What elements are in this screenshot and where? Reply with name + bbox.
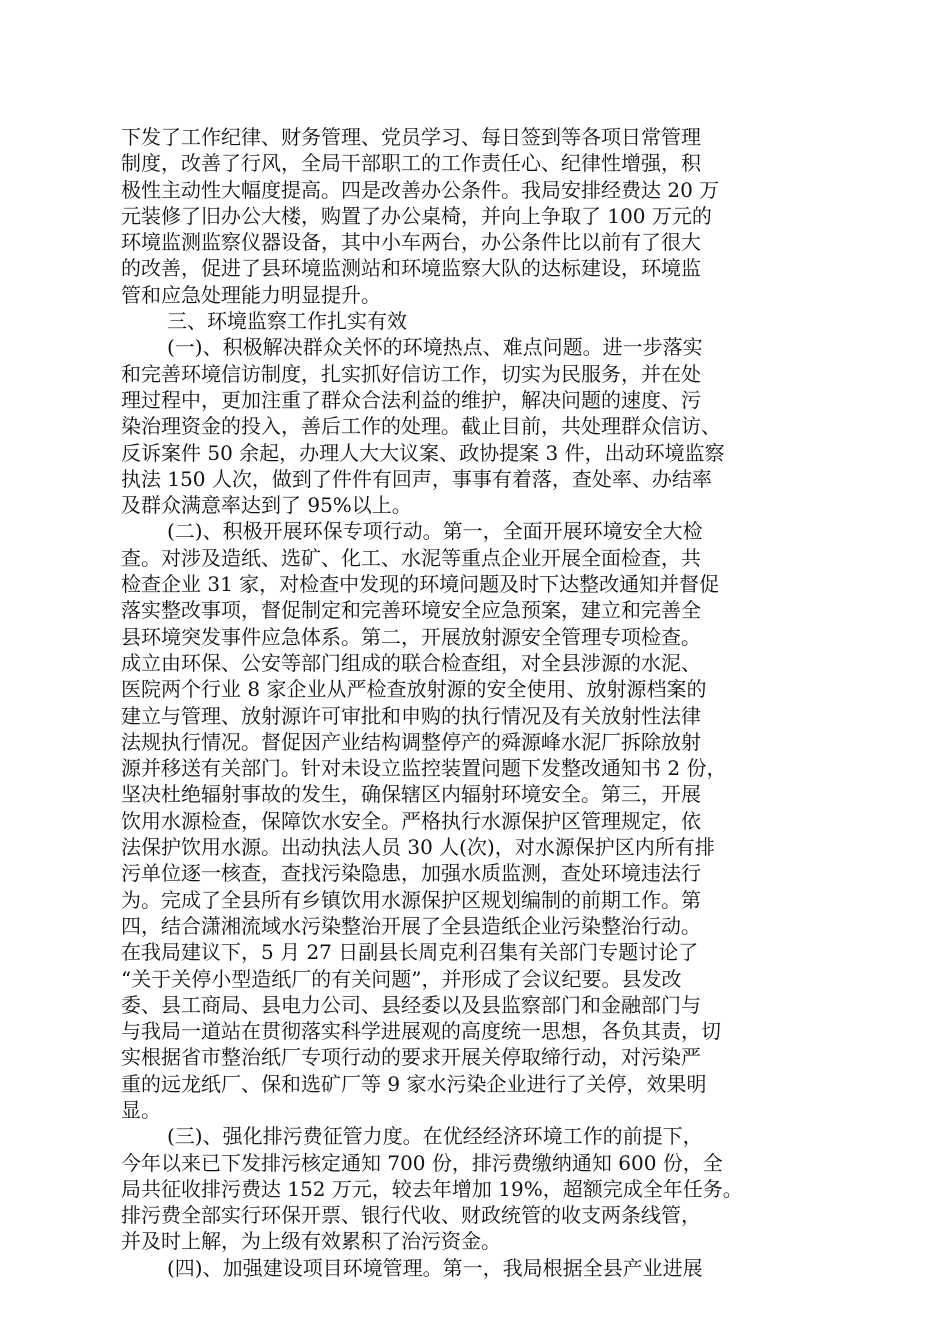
paragraph-first-line: 三、环境监察工作扎实有效 [167,309,407,334]
text-line: 环境监测监察仪器设备，其中小车两台，办公条件比以前有了很大 [121,230,701,255]
paragraph-first-line: (三)、强化排污费征管力度。在优经经济环境工作的前提下， [167,1124,703,1149]
text-line: 县环境突发事件应急体系。第二，开展放射源安全管理专项检查。 [121,624,701,649]
text-line: 坚决杜绝辐射事故的发生，确保辖区内辐射环境安全。第三，开展 [121,782,701,807]
text-line: 显。 [121,1097,161,1122]
text-line: 源并移送有关部门。针对未设立监控装置问题下发整改通知书 2 份， [121,756,727,781]
text-line: 元装修了旧办公大楼，购置了办公桌椅，并向上争取了 100 万元的 [121,203,712,228]
text-line: 的改善，促进了县环境监测站和环境监察大队的达标建设，环境监 [121,256,701,281]
text-line: 建立与管理、放射源许可审批和申购的执行情况及有关放射性法律 [121,703,701,728]
text-line: 医院两个行业 8 家企业从严检查放射源的安全使用、放射源档案的 [121,677,707,702]
text-line: 查。对涉及造纸、选矿、化工、水泥等重点企业开展全面检查，共 [121,545,701,570]
text-line: 在我局建议下，5 月 27 日副县长周克利召集有关部门专题讨论了 [121,940,699,965]
text-line: 法保护饮用水源。出动执法人员 30 人(次)，对水源保护区内所有排 [121,835,715,860]
text-line: 局共征收排污费达 152 万元，较去年增加 19%，超额完成全年任务。 [121,1176,743,1201]
text-line: 污单位逐一核查，查找污染隐患，加强水质监测，查处环境违法行 [121,861,701,886]
text-line: 为。完成了全县所有乡镇饮用水源保护区规划编制的前期工作。第 [121,887,701,912]
text-line: 下发了工作纪律、财务管理、党员学习、每日签到等各项日常管理 [121,125,701,149]
text-line: 排污费全部实行环保开票、银行代收、财政统管的收支两条线管， [121,1203,701,1228]
text-line: 饮用水源检查，保障饮水安全。严格执行水源保护区管理规定，依 [121,808,701,833]
text-line: 落实整改事项，督促制定和完善环境安全应急预案，建立和完善全 [121,598,701,623]
text-line: 理过程中，更加注重了群众合法利益的维护，解决问题的速度、污 [121,387,701,412]
text-line: 四，结合潇湘流域水污染整治开展了全县造纸企业污染整治行动。 [121,913,701,938]
text-line: 与我局一道站在贯彻落实科学进展观的高度统一思想，各负其责，切 [121,1019,721,1044]
text-line: 及群众满意率达到了 95%以上。 [121,493,412,518]
text-line: 管和应急处理能力明显提升。 [121,282,381,307]
paragraph-first-line: (一)、积极解决群众关怀的环境热点、难点问题。进一步落实 [167,335,703,360]
text-line: 委、县工商局、县电力公司、县经委以及县监察部门和金融部门与 [121,992,701,1017]
text-line: 反诉案件 50 余起，办理人大大议案、政协提案 3 件，出动环境监察 [121,440,725,465]
text-line: 极性主动性大幅度提高。四是改善办公条件。我局安排经费达 20 万 [121,177,720,202]
text-line: 并及时上解，为上级有效累积了治污资金。 [121,1229,501,1254]
paragraph-first-line: (四)、加强建设项目环境管理。第一，我局根据全县产业进展 [167,1255,703,1280]
text-line: 今年以来已下发排污核定通知 700 份，排污费缴纳通知 600 份，全 [121,1150,723,1175]
text-line: 染治理资金的投入，善后工作的处理。截止目前，共处理群众信访、 [121,414,721,439]
text-line: 成立由环保、公安等部门组成的联合检查组，对全县涉源的水泥、 [121,650,701,675]
text-line: 检查企业 31 家，对检查中发现的环境问题及时下达整改通知并督促 [121,572,720,597]
text-line: 重的远龙纸厂、保和选矿厂等 9 家水污染企业进行了关停，效果明 [121,1071,707,1096]
paragraph-first-line: (二)、积极开展环保专项行动。第一，全面开展环境安全大检 [167,519,703,544]
text-line: 制度，改善了行风，全局干部职工的工作责任心、纪律性增强，积 [121,151,701,176]
document-body [121,124,811,1281]
text-line: 实根据省市整治纸厂专项行动的要求开展关停取缔行动，对污染严 [121,1045,701,1070]
text-line: 执法 150 人次，做到了件件有回声，事事有着落，查处率、办结率 [121,466,712,491]
text-line: 和完善环境信访制度，扎实抓好信访工作，切实为民服务，并在处 [121,361,701,386]
text-line: “关于关停小型造纸厂的有关问题”，并形成了会议纪要。县发改 [121,966,682,991]
text-line: 法规执行情况。督促因产业结构调整停产的舜源峰水泥厂拆除放射 [121,729,701,754]
